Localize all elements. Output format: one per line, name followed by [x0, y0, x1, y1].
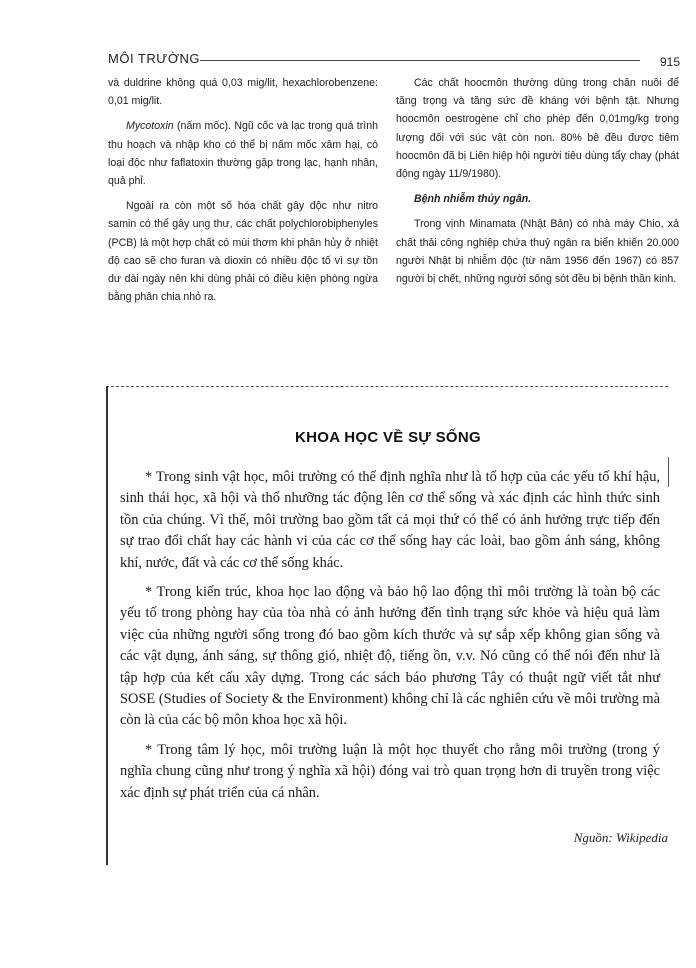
box-content — [120, 467, 660, 812]
running-header — [108, 51, 680, 69]
left-paragraph-2-text: (nấm mốc). Ngũ cốc và lạc trong quá trình thu hoạch và nhập kho có thể bị nấm mốc xâm hại, có loại độc như faflatoxin thường gặp trong lạc, hạnh nhân, quả phỉ. — [108, 120, 378, 188]
header-rule — [200, 60, 640, 61]
box-paragraph-1: * Trong sinh vật học, môi trường có thể định nghĩa như là tổ hợp của các yếu tố khí hậu, sinh thái học, xã hội và thổ nhưỡng tác động lên cơ thể sống và xác định các hình thức sinh tồn của chúng. Vì thế, môi trường bao gồm tất cả mọi thứ có thể có ảnh hưởng trực tiếp đến sự trao đổi chất hay các hành vi của các cơ thể sống hay các loài, bao gồm ánh sáng, không khí, nước, đất và các cơ thể sống khác. — [120, 469, 660, 571]
page-number: 915 — [659, 55, 680, 69]
box-paragraph-3: * Trong tâm lý học, môi trường luận là một học thuyết cho rằng môi trường (trong ý nghĩa chung cũng như trong ý nghĩa xã hội) đóng vai trò quan trọng hơn di truyền trong việc xác định sự phát triển của cá nhân. — [120, 741, 660, 801]
left-paragraph-3: Ngoài ra còn một số hóa chất gây độc như nitro samin có thể gây ung thư, các chất polychlorobiphenyles (PCB) là một hợp chất có mùi thơm khi phân hủy ở nhiệt độ cao sẽ cho furan và dioxin có nhiều độc tố vì sự tồn dư dài ngày nên khi dùng phải có điều kiện phòng ngừa bằng phân chia nhỏ ra. — [108, 200, 378, 304]
left-column — [108, 74, 378, 313]
right-paragraph-2: Trong vịnh Minamata (Nhật Bản) có nhà máy Chio, xả chất thải công nghiệp chứa thuỷ ngân ra biển khiến 20.000 người Nhật bị nhiễm độc (từ năm 1956 đến 1967) có 857 người bị chết, những người sống sót đều bị bệnh thần kinh. — [396, 218, 679, 286]
box-paragraph-2: * Trong kiến trúc, khoa học lao động và bảo hộ lao động thì môi trường là toàn bộ các yếu tố trong phòng hay của tòa nhà có ảnh hưởng đến tình trạng sức khỏe và hiệu quả làm việc của những người sống trong đó bao gồm kích thước và sự sắp xếp không gian sống và các vật dụng, ánh sáng, sự thông gió, nhiệt độ, tiếng ồn, v.v. Nó cũng có thể nói đến như là tập hợp của kết cấu xây dựng. Trong các sách báo phương Tây có thuật ngữ viết tắt như SOSE (Studies of Society & the Environment) không chỉ là các nghiên cứu về môi trường mà còn là của các bộ môn khoa học xã hội. — [120, 584, 660, 729]
box-title: KHOA HỌC VỀ SỰ SỐNG — [295, 429, 481, 446]
box-source: Nguồn: Wikipedia — [573, 830, 668, 845]
section-title: MÔI TRƯỜNG — [108, 51, 201, 66]
sidebar-box — [106, 386, 668, 865]
mycotoxin-term: Mycotoxin — [126, 120, 174, 133]
right-column — [396, 74, 679, 295]
left-paragraph-1: và duldrine không quá 0,03 mig/lit, hexachlorobenzene: 0,01 mig/lit. — [108, 77, 378, 108]
right-subheading: Bệnh nhiễm thủy ngân. — [414, 193, 532, 206]
left-paragraph-2 — [108, 117, 378, 190]
right-paragraph-1: Các chất hoocmôn thường dùng trong chăn nuôi để tăng trọng và tăng sức đề kháng với bệnh tật. Nhưng hoocmôn oestrogène chỉ cho phép đến 0,01mg/kg trọng lượng đối với súc vật còn non. 80% bê đều được tiêm hoocmôn đã bị Liên hiệp hội người tiêu dùng tẩy chay (phát động ngày 11/9/1980). — [396, 77, 679, 181]
box-right-mark — [668, 457, 669, 487]
